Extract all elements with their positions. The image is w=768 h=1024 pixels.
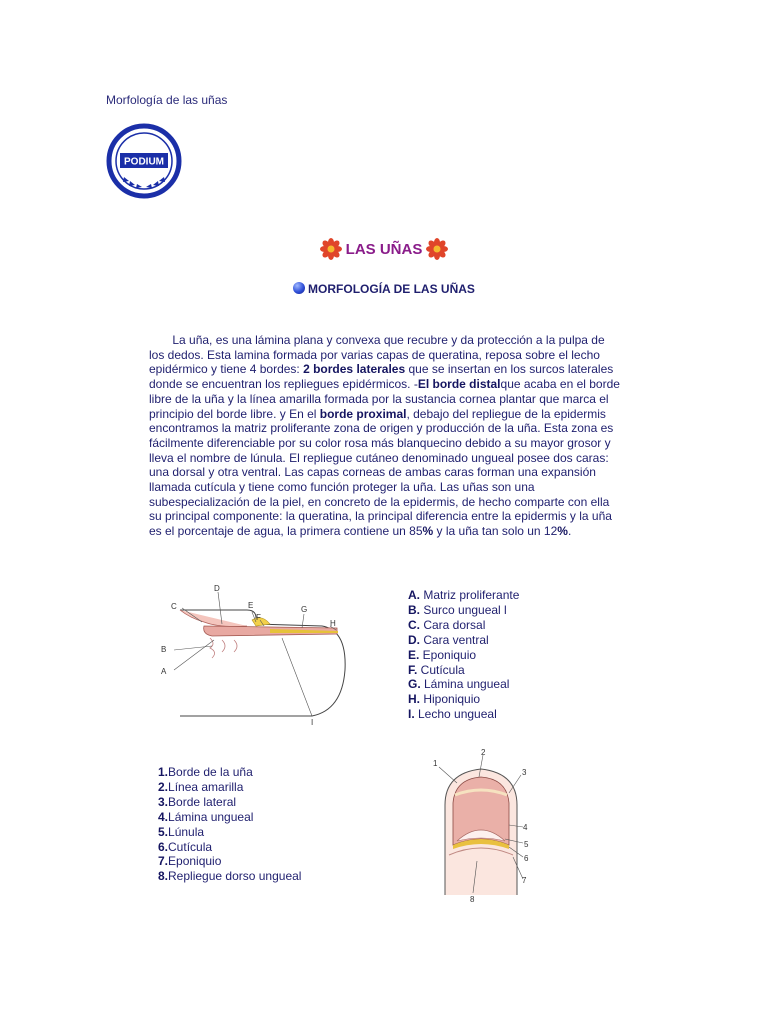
document-title: Morfología de las uñas: [106, 93, 228, 107]
legend-text: Eponiquio: [419, 647, 477, 662]
legend-item: [158, 840, 301, 855]
legend-text: Eponiquio: [168, 854, 222, 869]
logo-text: PODIUM: [124, 156, 164, 168]
body-bold-span: borde proximal: [319, 406, 407, 421]
diagram-label-c: C: [171, 602, 177, 611]
legend-key: B.: [408, 602, 420, 617]
legend-text: Surco ungueal l: [420, 602, 507, 617]
legend-item: [158, 825, 301, 840]
legend-text: Borde de la uña: [168, 765, 253, 779]
diagram-label-i: I: [311, 718, 314, 727]
legend-key: 3.: [158, 794, 169, 809]
legend-text: Hiponiquio: [420, 692, 481, 707]
diagram-label-8: 8: [470, 895, 475, 904]
legend-text: Matriz proliferante: [420, 588, 520, 602]
legend-key: C.: [408, 617, 420, 632]
blue-bullet-icon: [293, 282, 305, 294]
legend-item: [408, 707, 519, 722]
legend-key: 4.: [158, 809, 169, 824]
legend-item: [408, 603, 519, 618]
legend-text: Lecho ungueal: [414, 707, 497, 722]
legend-text: Cutícula: [417, 662, 465, 677]
section-heading: [0, 282, 768, 296]
legend-item: [158, 780, 301, 795]
diagram-label-b: B: [161, 645, 167, 654]
legend-key: 7.: [158, 854, 169, 869]
legend-item: [408, 677, 519, 692]
legend-item: [158, 810, 301, 825]
legend-text: Lúnula: [168, 824, 205, 839]
body-text-span: y la uña tan solo un 12: [433, 524, 558, 539]
diagram-label-g: G: [301, 605, 308, 614]
legend-item: [408, 618, 519, 633]
legend-text: Cara dorsal: [420, 617, 486, 632]
legend-item: [158, 765, 301, 780]
legend-text: Borde lateral: [168, 794, 237, 809]
main-heading: [0, 238, 768, 260]
diagram-label-1: 1: [433, 759, 438, 768]
legend-item: [408, 663, 519, 678]
body-bold-span: El borde distal: [417, 377, 501, 392]
diagram-label-6: 6: [524, 854, 529, 863]
body-text-span: que se insertan en los surcos laterales donde se encuentran los repliegues epidérmicos. -: [149, 362, 614, 392]
diagram-label-3: 3: [522, 768, 527, 777]
legend-text: Línea amarilla: [168, 779, 244, 794]
podium-logo: [106, 123, 182, 199]
legend-text: Lámina ungueal: [168, 809, 254, 824]
nail-front-view-diagram: [425, 745, 540, 905]
flower-icon: [320, 238, 342, 260]
legend-item: [158, 854, 301, 869]
nail-side-view-diagram: [152, 582, 367, 732]
legend-key: I.: [408, 707, 415, 722]
legend-numbers: [158, 765, 301, 884]
legend-key: G.: [408, 677, 421, 692]
legend-text: Cara ventral: [420, 632, 489, 647]
legend-key: A.: [408, 588, 420, 602]
diagram-label-f: F: [256, 613, 261, 622]
legend-key: 6.: [158, 839, 169, 854]
legend-key: F.: [408, 662, 418, 677]
legend-key: E.: [408, 647, 420, 662]
body-bold-span: %: [422, 524, 434, 539]
legend-key: H.: [408, 692, 420, 707]
body-text-span: , debajo del repliegue de la epidermis encontramos la matriz proliferante zona de origen y producción de la uña. Esta zona es fácilmente diferenciable por su color rosa más blanquecino debido a su mayor grosor y lleva el nombre de lúnula. El repliegue cutáneo denominado ungueal posee dos caras: una dorsal y otra ventral. Las capas corneas de ambas caras forman una expansión llamada cutícula y tiene como función proteger la uña. Las uñas son una subespecialización de la piel, en concreto de la epidermis, de hecho comparte con ella su principal componente: la queratina, la principal diferencia entre la epidermis y la uña es el porcentaje de agua, la primera contiene un 85: [149, 406, 614, 539]
diagram-label-2: 2: [481, 748, 486, 757]
diagram-label-a: A: [161, 667, 167, 676]
legend-item: [158, 869, 301, 884]
legend-text: Cutícula: [168, 839, 213, 854]
legend-key: 2.: [158, 779, 169, 794]
legend-letters: [408, 588, 519, 722]
body-bold-span: 2 bordes laterales: [303, 362, 406, 377]
diagram-label-5: 5: [524, 840, 529, 849]
legend-item: [158, 795, 301, 810]
diagram-label-e: E: [248, 601, 254, 610]
body-text-span: que acaba en el borde libre de la uña y la línea amarilla formada por la sustancia cornea plantar que marca el principio del borde libre. y En el: [149, 377, 620, 421]
legend-item: [408, 588, 519, 603]
diagram-label-h: H: [330, 619, 336, 628]
body-bold-span: %: [557, 524, 568, 539]
diagram-label-4: 4: [523, 823, 528, 832]
legend-key: 5.: [158, 824, 169, 839]
diagram-label-7: 7: [522, 876, 527, 885]
body-paragraph: [149, 333, 622, 539]
legend-text: Lámina ungueal: [420, 677, 510, 692]
body-text-span: .: [567, 524, 572, 539]
legend-item: [408, 633, 519, 648]
body-text-span: La uña, es una lámina plana y convexa que recubre y da protección a la pulpa de los dedos. Esta lamina formada por varias capas de queratina, reposa sobre el lecho epidérmico y tiene 4 bordes:: [149, 333, 605, 377]
legend-key: 1.: [158, 765, 169, 779]
section-heading-text: MORFOLOGÍA DE LAS UÑAS: [308, 282, 475, 296]
flower-icon: [426, 238, 448, 260]
diagram-label-d: D: [214, 584, 220, 593]
legend-item: [408, 648, 519, 663]
legend-text: Repliegue dorso ungueal: [168, 869, 302, 884]
legend-item: [408, 692, 519, 707]
legend-key: 8.: [158, 869, 169, 884]
main-heading-text: LAS UÑAS: [345, 240, 423, 258]
legend-key: D.: [408, 632, 420, 647]
